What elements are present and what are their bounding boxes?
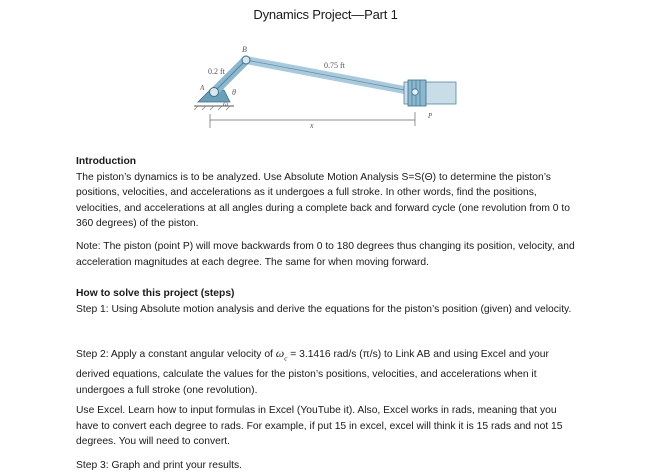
pin-a	[210, 88, 219, 97]
step-3: Step 3: Graph and print your results.	[76, 460, 242, 471]
label-p: P	[428, 112, 433, 120]
piston-note: Note: The piston (point P) will move backwards from 0 to 180 degrees thus changing its position, velocity, and acceleration magnitudes at each degree. The same for when moving forward.	[76, 241, 575, 268]
note-section	[76, 239, 581, 270]
piston-cylinder	[404, 80, 456, 106]
introduction-section	[76, 154, 581, 232]
label-theta: θ	[232, 88, 236, 97]
page-title: Dynamics Project—Part 1	[253, 7, 398, 22]
omega-subscript: c	[284, 354, 288, 363]
pin-b	[242, 56, 250, 64]
omega-symbol	[275, 346, 288, 363]
label-b: B	[242, 45, 247, 54]
step-1: Step 1: Using Absolute motion analysis and derive the equations for the piston’s position (given) and velocity.	[76, 303, 572, 315]
excel-note: Use Excel. Learn how to input formulas in Excel (YouTube it). Also, Excel works in rads, meaning that you have to convert each degree to rads. For example, if put 15 in excel, excel will think it is 15 rads and not 15 degrees. You will need to convert.	[76, 405, 563, 448]
introduction-body: The piston’s dynamics is to be analyzed. Use Absolute Motion Analysis S=S(Θ) to determine the piston’s positions, velocities, and accelerations as it undergoes a full stroke. In other words, find the positions, velocities, and accelerations at all angles during a complete back and forward cycle (one revolution from 0 to 360 degrees) of the piston.	[76, 171, 570, 230]
excel-section	[76, 403, 581, 450]
steps-heading: How to solve this project (steps)	[76, 288, 235, 299]
omega-letter: ω	[275, 346, 285, 360]
introduction-heading: Introduction	[76, 156, 137, 167]
step-2	[76, 346, 581, 398]
label-rod-length: 0.75 ft	[324, 61, 345, 70]
label-crank-length: 0.2 ft	[208, 67, 225, 76]
label-x: x	[310, 121, 314, 130]
step-2-section	[76, 346, 581, 398]
label-omega: ω	[223, 100, 228, 108]
steps-section	[76, 286, 581, 317]
label-a: A	[200, 84, 205, 92]
step-2-prefix: Step 2: Apply a constant angular velocity of	[76, 349, 276, 360]
step-3-section	[76, 458, 581, 474]
slider-crank-figure	[190, 40, 460, 140]
step-2-suffix: = 3.1416 rad/s (π/s) to Link AB and using Excel and your derived equations, calculate the values for the piston’s positions, velocities, and accelerations when it undergoes a full stroke (one revolution).	[76, 349, 549, 396]
